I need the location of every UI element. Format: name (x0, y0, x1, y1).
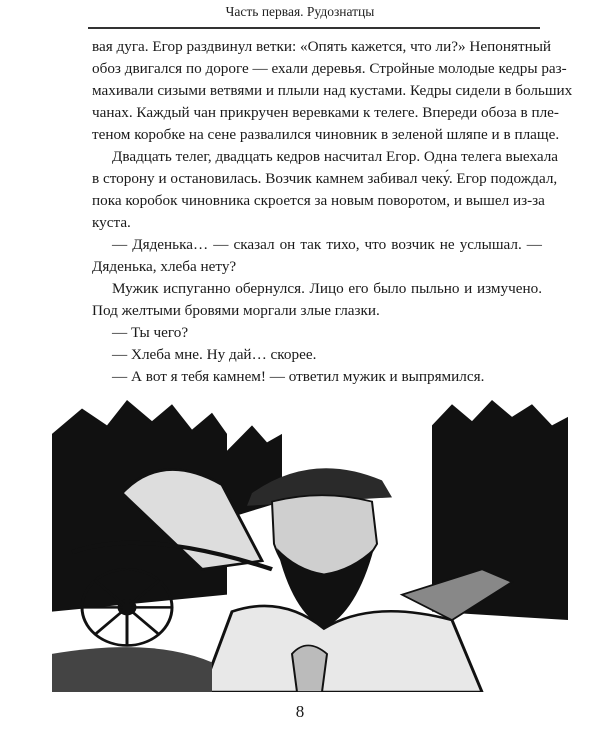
body-text (92, 36, 573, 388)
text-line: — Хлеба мне. Ну дай… скорее. (112, 346, 317, 363)
text-line: Под желтыми бровями моргали злые глазки. (92, 302, 380, 319)
text-line: Дяденька, хлеба нету? (92, 258, 237, 275)
illustration-peasant-with-cart (52, 400, 568, 692)
text-line: вая дуга. Егор раздвинул ветки: «Опять кажется, что ли?» Непонятный (92, 38, 552, 55)
text-line: — Ты чего? (112, 324, 189, 341)
ground (52, 647, 212, 692)
running-header: Часть первая. Рудознатцы (225, 4, 375, 19)
text-line: — А вот я тебя камнем! — ответил мужик и выпрямился. (112, 368, 485, 385)
text-line: в сторону и остановилась. Возчик камнем забивал чеку́. Егор подождал, (92, 170, 558, 187)
text-line: Мужик испуганно обернулся. Лицо его было пыльно и измучено. (112, 280, 542, 297)
header-rule (88, 27, 540, 29)
page-number: 8 (295, 702, 305, 721)
text-line: куста. (92, 214, 131, 231)
text-line: — Дяденька… — сказал он так тихо, что возчик не услышал. — (112, 236, 542, 253)
text-line: Двадцать телег, двадцать кедров насчитал Егор. Одна телега выехала (112, 148, 559, 165)
text-line: теном коробке на сене развалился чиновник в зеленой шляпе и в плаще. (92, 126, 560, 143)
text-line: пока коробок чиновника скроется за новым поворотом, и вышел из-за (92, 192, 545, 209)
text-line: чанах. Каждый чан прикручен веревками к телеге. Впереди обоза в пле- (92, 104, 559, 121)
text-line: обоз двигался по дороге — ехали деревья. Стройные молодые кедры раз- (92, 60, 567, 77)
text-line: махивали сизыми ветвями и плыли над кустами. Кедры сидели в больших (92, 82, 573, 99)
